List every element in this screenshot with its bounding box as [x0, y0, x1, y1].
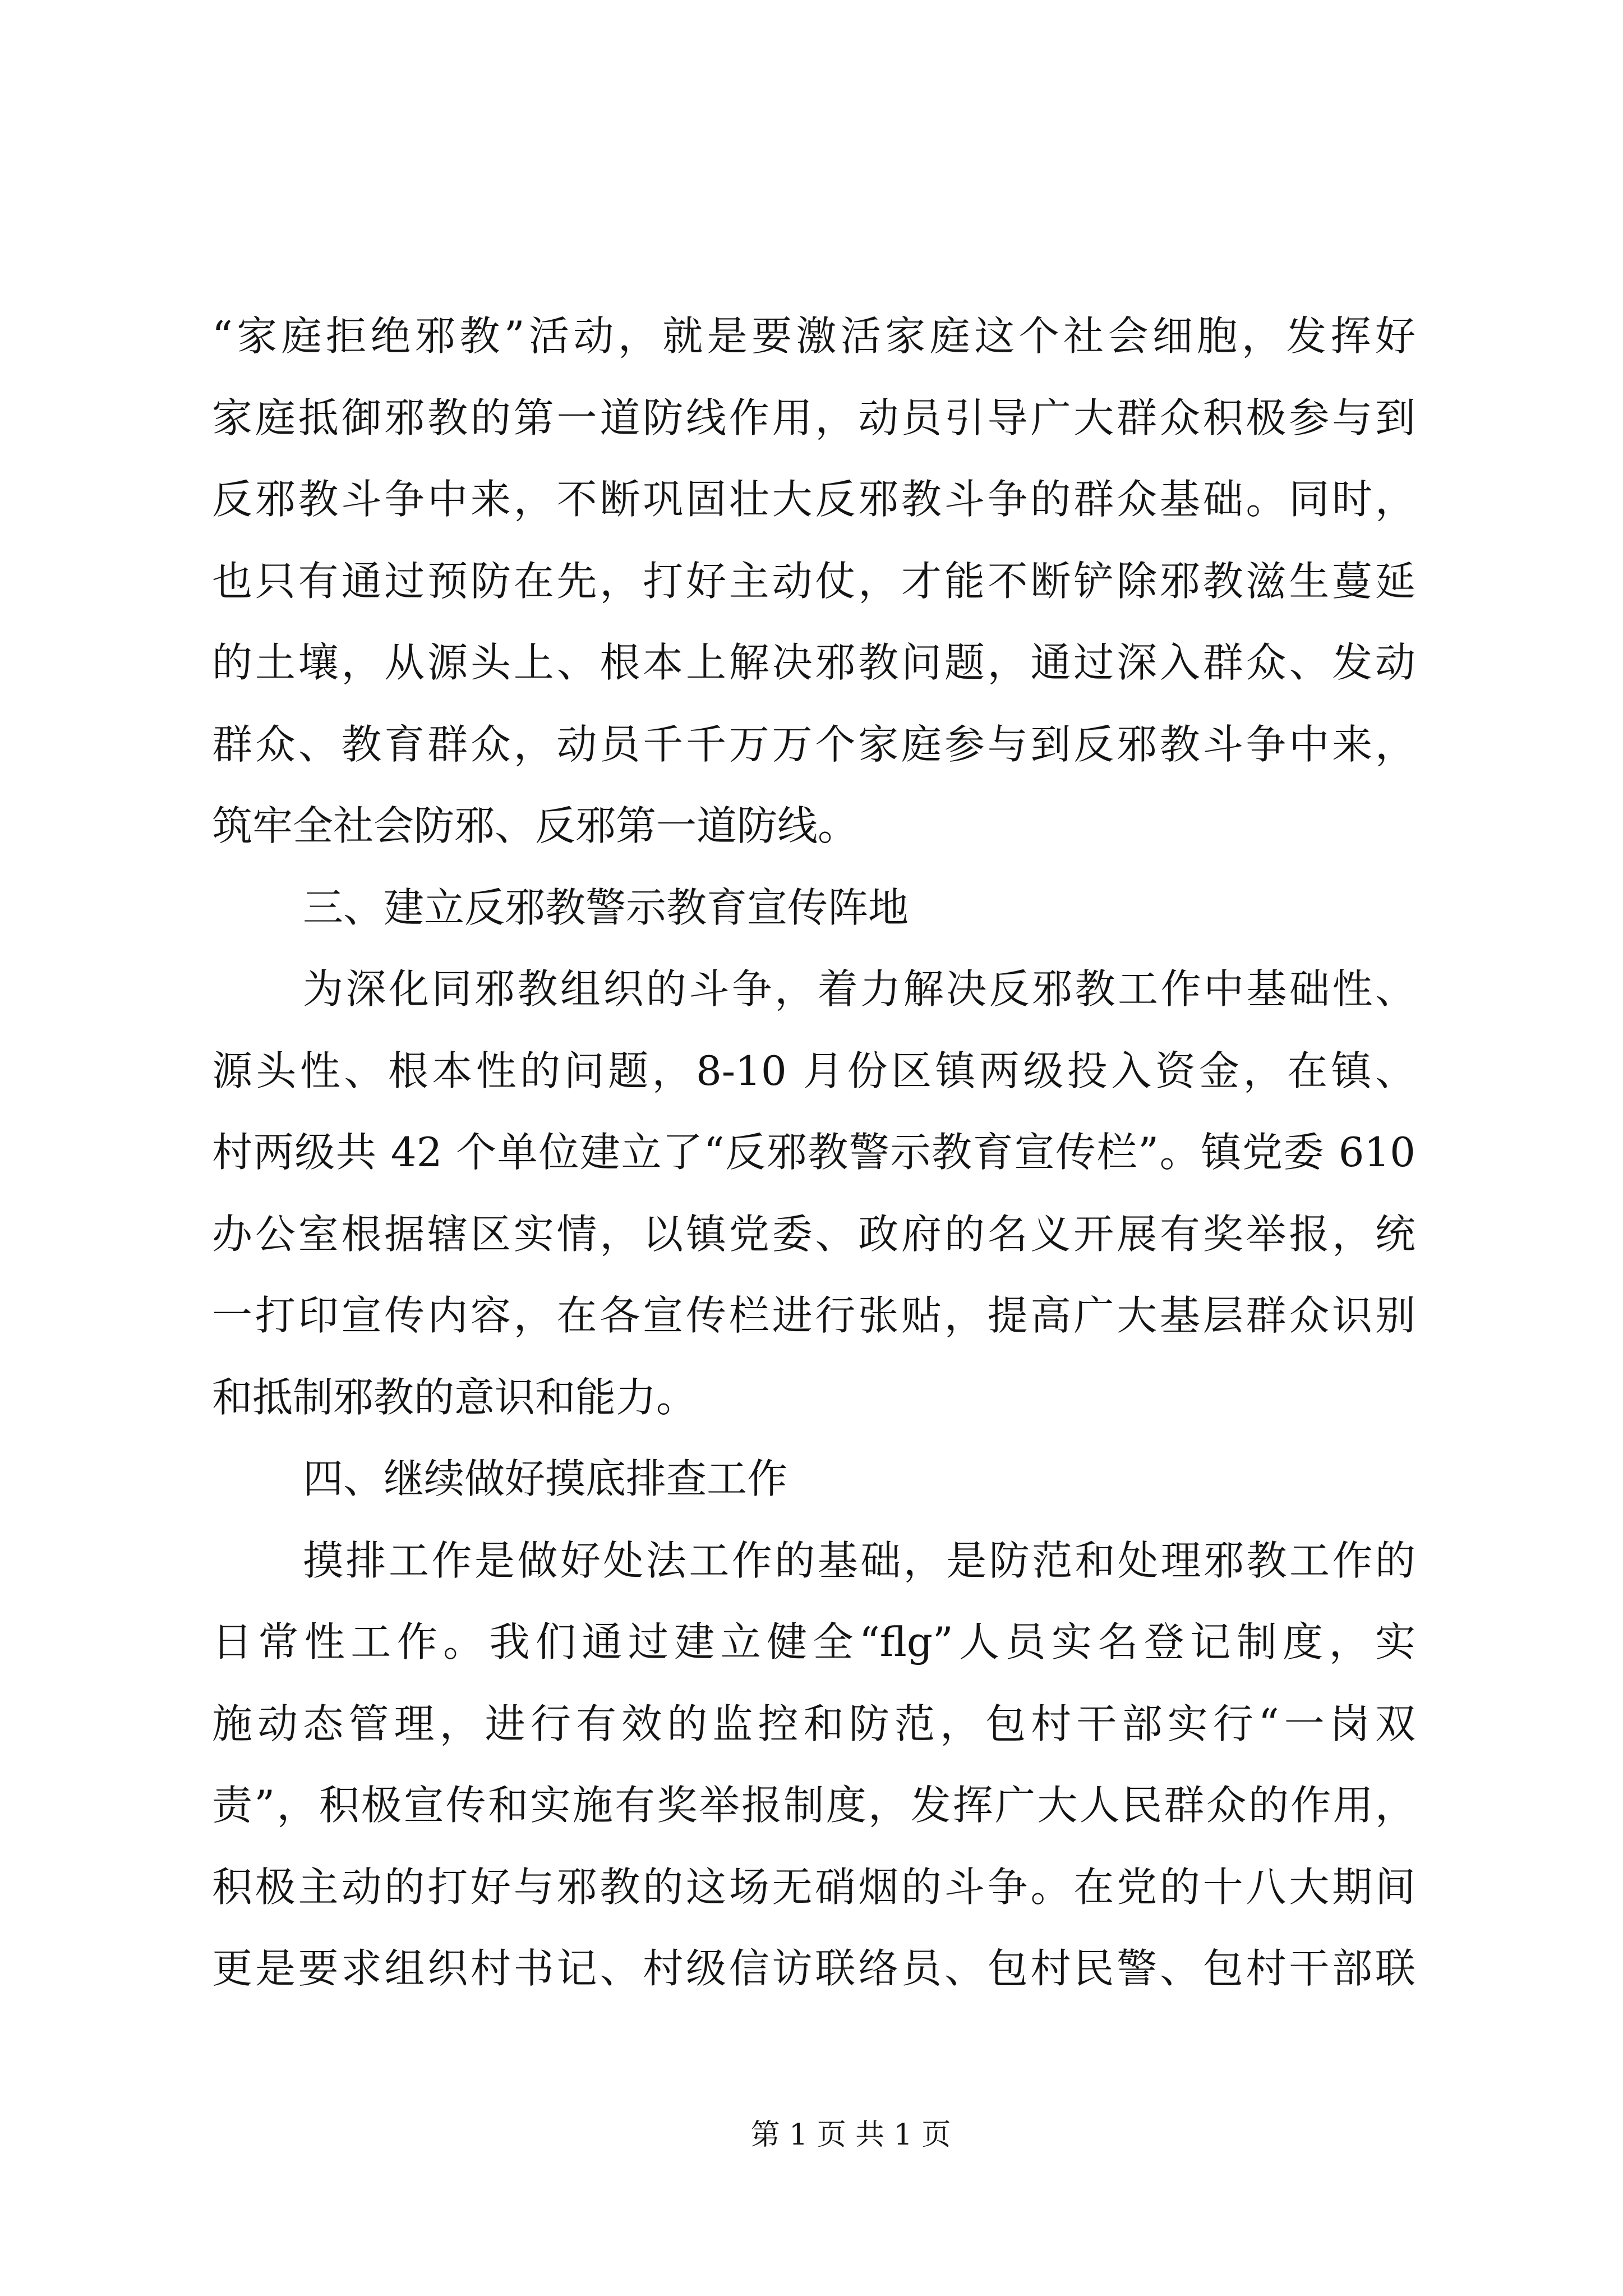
paragraph-line: 的土壤，从源头上、根本上解决邪教问题，通过深入群众、发动 — [212, 639, 1415, 686]
paragraph-line: 摸排工作是做好处法工作的基础，是防范和处理邪教工作的 — [303, 1536, 1415, 1584]
paragraph-line: 施动态管理，进行有效的监控和防范，包村干部实行“一岗双 — [212, 1700, 1415, 1747]
paragraph-line: “家庭拒绝邪教”活动，就是要激活家庭这个社会细胞，发挥好 — [212, 312, 1415, 360]
paragraph-line: 积极主动的打好与邪教的这场无硝烟的斗争。在党的十八大期间 — [212, 1863, 1415, 1911]
paragraph-line: 更是要求组织村书记、村级信访联络员、包村民警、包村干部联 — [212, 1945, 1415, 1992]
paragraph-line: 群众、教育群众，动员千千万万个家庭参与到反邪教斗争中来， — [212, 720, 1415, 768]
paragraph-line: 为深化同邪教组织的斗争，着力解决反邪教工作中基础性、 — [303, 965, 1415, 1013]
paragraph-line: 反邪教斗争中来，不断巩固壮大反邪教斗争的群众基础。同时， — [212, 476, 1415, 523]
section-4-paragraph — [212, 1520, 1415, 2010]
paragraph-line: 一打印宣传内容，在各宣传栏进行张贴，提高广大基层群众识别 — [212, 1292, 1415, 1339]
section-heading-4: 四、继续做好摸底排查工作 — [303, 1455, 788, 1502]
paragraph-line: 村两级共 42 个单位建立了“反邪教警示教育宣传栏”。镇党委 610 — [212, 1129, 1415, 1176]
paragraph-line: 和抵制邪教的意识和能力。 — [212, 1373, 697, 1421]
paragraph-line: 筑牢全社会防邪、反邪第一道防线。 — [212, 802, 859, 849]
paragraph-line: 家庭抵御邪教的第一道防线作用，动员引导广大群众积极参与到 — [212, 394, 1415, 441]
page-footer: 第 1 页 共 1 页 — [750, 2118, 951, 2152]
paragraph-line: 办公室根据辖区实情，以镇党委、政府的名义开展有奖举报，统 — [212, 1210, 1415, 1258]
section-3-paragraph — [212, 949, 1415, 1438]
paragraph-line: 日常性工作。我们通过建立健全“flg”人员实名登记制度，实 — [212, 1618, 1415, 1665]
document-body — [212, 296, 1415, 2010]
paragraph-line: 源头性、根本性的问题，8-10 月份区镇两级投入资金，在镇、 — [212, 1047, 1415, 1094]
continuation-paragraph — [212, 296, 1415, 867]
paragraph-line: 也只有通过预防在先，打好主动仗，才能不断铲除邪教滋生蔓延 — [212, 557, 1415, 605]
section-heading-3: 三、建立反邪教警示教育宣传阵地 — [303, 884, 909, 931]
paragraph-line: 责”，积极宣传和实施有奖举报制度，发挥广大人民群众的作用， — [212, 1782, 1415, 1829]
